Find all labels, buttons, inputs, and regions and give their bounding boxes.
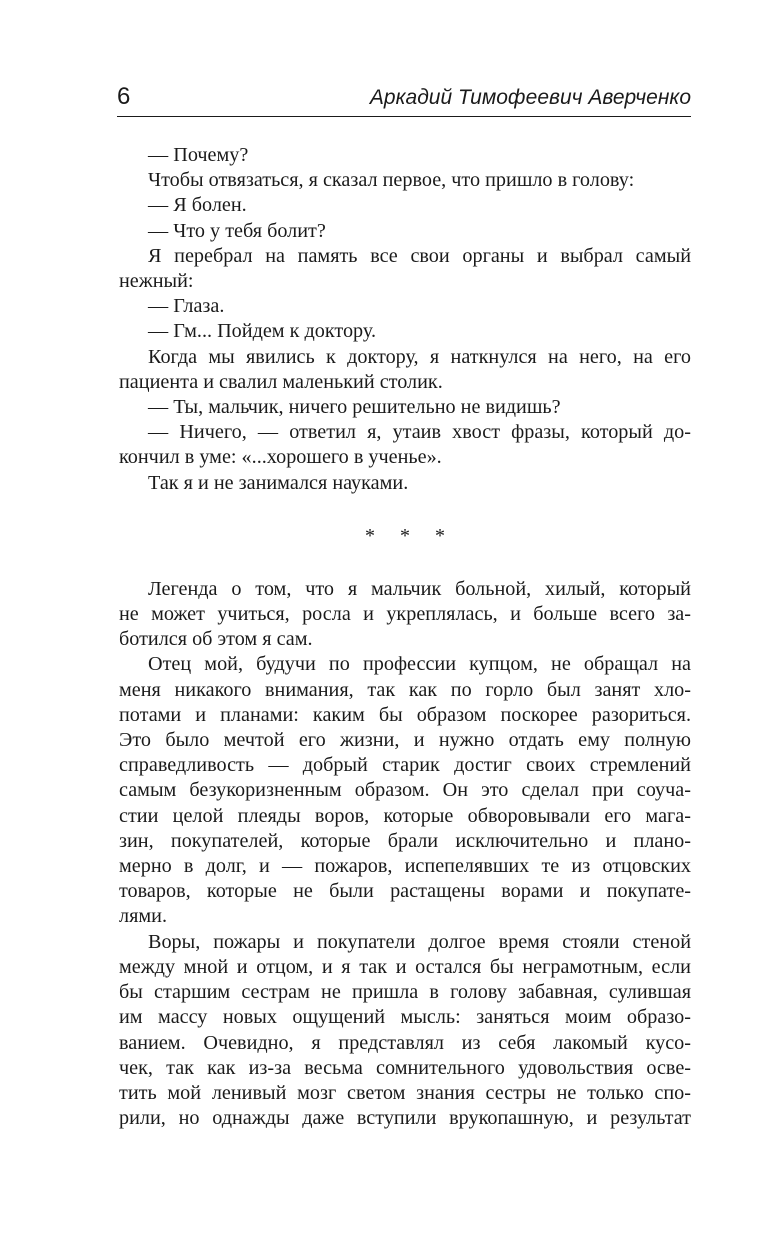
text-line: — Что у тебя болит? (148, 219, 326, 242)
text-line: Отец мой, будучи по профессии купцом, не обращал на (148, 653, 691, 676)
text-line: товаров, которые не были растащены ворами и покупате- (119, 880, 691, 903)
text-line: лями. (119, 905, 167, 928)
running-header (117, 82, 691, 117)
text-line: — Гм... Пойдем к доктору. (148, 320, 376, 343)
text-line: бы старшим сестрам не пришла в голову забавная, сулившая (119, 981, 691, 1004)
text-line: чек, так как из-за весьма сомнительного удовольствия осве- (119, 1056, 691, 1079)
text-line: Это было мечтой его жизни, и нужно отдать ему полную (119, 729, 691, 752)
text-line: Когда мы явились к доктору, я наткнулся на него, на его (148, 345, 691, 368)
text-line: не может учиться, росла и укреплялась, и больше всего за- (119, 603, 691, 626)
text-section-2 (119, 577, 691, 1131)
text-section-1 (119, 143, 691, 496)
text-line: Легенда о том, что я мальчик больной, хилый, который (148, 577, 691, 600)
text-line: зин, покупателей, которые брали исключительно и плано- (119, 829, 691, 852)
text-line: Воры, пожары и покупатели долгое время стояли стеной (148, 930, 691, 953)
text-line: пациента и свалил маленький столик. (119, 370, 443, 393)
text-line: Чтобы отвязаться, я сказал первое, что пришло в голову: (148, 169, 635, 192)
text-line: рили, но однажды даже вступили врукопашную, и результат (119, 1107, 691, 1130)
text-line: — Я болен. (148, 194, 247, 217)
text-line: им массу новых ощущений мысль: заняться моим образо- (119, 1006, 691, 1029)
text-line: кончил в уме: «...хорошего в ученье». (119, 446, 442, 469)
running-head-author: Аркадий Тимофеевич Аверченко (369, 86, 691, 109)
text-line: нежный: (119, 270, 194, 293)
text-line: Я перебрал на память все свои органы и выбрал самый (148, 244, 691, 267)
page-body (119, 143, 691, 1131)
text-line: — Ничего, — ответил я, утаив хвост фразы, который до- (148, 421, 691, 444)
text-line: меня никакого внимания, так как по горло был занят хло- (119, 678, 691, 701)
text-line: самым безукоризненным образом. Он это сделал при соуча- (119, 779, 691, 802)
text-line: ванием. Очевидно, я представлял из себя лакомый кусо- (119, 1031, 691, 1054)
text-line: ботился об этом я сам. (119, 628, 313, 651)
text-line: — Ты, мальчик, ничего решительно не видишь? (148, 396, 561, 419)
text-line: — Глаза. (148, 295, 225, 318)
text-line: потами и планами: каким бы образом поскорее разориться. (119, 703, 691, 726)
text-line: стии целой плеяды воров, которые обворовывали его мага- (119, 804, 691, 827)
text-line: мерно в долг, и — пожаров, испепелявших те из отцовских (119, 855, 691, 878)
text-line: между мной и отцом, и я так и остался бы неграмотным, если (119, 955, 691, 978)
section-separator: * * * (365, 524, 455, 547)
text-line: справедливость — добрый старик достиг своих стремлений (119, 754, 691, 777)
text-line: Так я и не занимался науками. (148, 471, 409, 494)
text-line: тить мой ленивый мозг светом знания сестры не только спо- (119, 1081, 691, 1104)
page-number: 6 (117, 83, 131, 110)
text-line: — Почему? (148, 144, 249, 166)
